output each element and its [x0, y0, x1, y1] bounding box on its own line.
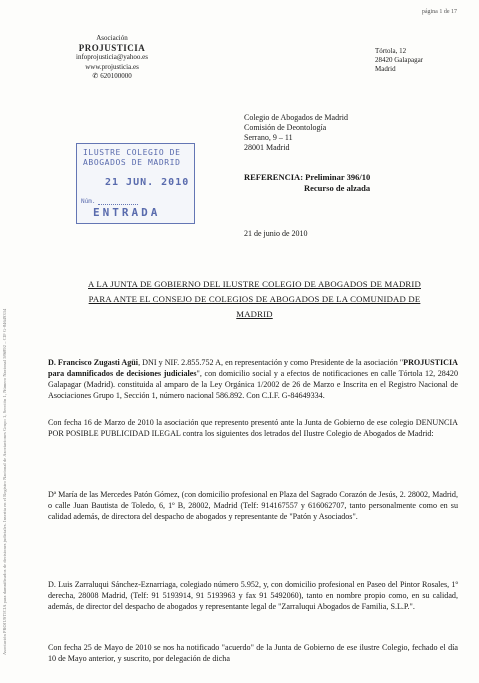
recipient-line: Comisión de Deontología: [244, 123, 327, 132]
reference-value: Preliminar 396/10: [305, 172, 371, 182]
p1-text2: ", con domicilio social y a efectos de notificaciones en calle Tórtola 12, 28420 Galapagar (Madrid). constituida al amparo de la Ley Orgánica 1/2002 de 26 de Marzo e Inscrita en el Registro Nacional de Asociaciones Grupo 1, Sección 1, número nacional 586.892. Con C.I.F. G-84649334.: [48, 368, 458, 400]
p3-text: , (con domicilio profesional en Plaza del Sagrado Corazón de Jesús, 2. 28002, Madrid, o calle Juan Bautista de Toledo, 6, 1º B, 28002, Madrid (Telf: 914167557 y 616062707, tanto personalmente como en su calidad además, de directora del despacho de abogados y representante de "Patón y Asociados".: [48, 490, 458, 521]
paragraph-1: [48, 358, 458, 402]
phone-icon: ✆: [92, 72, 99, 80]
paragraph-4: [48, 580, 458, 613]
reference-value2: Recurso de alzada: [304, 183, 371, 193]
heading-line2: PARA ANTE EL CONSEJO DE COLEGIOS DE ABOGADOS DE LA COMUNIDAD DE: [88, 294, 421, 304]
stamp-entrada: ENTRADA: [93, 206, 161, 219]
recipient-address: [244, 113, 348, 153]
page-number: página 1 de 17: [421, 9, 457, 15]
p3-name: Dª María de las Mercedes Patón Gómez: [48, 490, 178, 499]
paragraph-3: [48, 490, 458, 523]
sender-line1: Asociación: [96, 34, 128, 42]
sender-email: infoprojusticia@yahoo.es: [76, 53, 148, 61]
sender-phone: 620100000: [100, 72, 132, 80]
letter-heading: [52, 277, 457, 322]
p4-name: D. Luis Zarraluqui Sánchez-Eznarriaga: [48, 580, 176, 589]
recipient-line: Serrano, 9 – 11: [244, 133, 293, 142]
p4-text: , colegiado número 5.952, y, con domicilio profesional en Paseo del Pintor Rosales, 1º derecha, 28008 Madrid, (Telf: 91 5193914, 91 5193963 y fax 91 5492060), tanto en nombre propio como, en su calidad, además, de director del despacho de abogados y representante legal de "Zarraluqui Abogados de Familia, S.L.P.".: [48, 580, 458, 611]
entry-stamp: [76, 143, 195, 224]
sender-block: [62, 34, 162, 82]
stamp-line1: ILUSTRE COLEGIO DE: [83, 148, 181, 157]
reference-block: [244, 172, 370, 194]
paragraph-5: Con fecha 25 de Mayo de 2010 se nos ha notificado "acuerdo" de la Junta de Gobierno de ese ilustre Colegio, fechado el día 10 de Mayo anterior, y suscrito, por delegación de dicha: [48, 643, 458, 663]
recipient-line: 28001 Madrid: [244, 143, 290, 152]
p1-name: D. Francisco Zugasti Agüi: [48, 358, 139, 367]
sender-address: [375, 47, 423, 74]
paragraph-2: Con fecha 16 de Marzo de 2010 la asociación que represento presentó ante la Junta de Gobierno de ese colegio DENUNCIA POR POSIBLE PUBLICIDAD ILEGAL contra los siguientes dos letrados del Ilustre Colegio de Abogados de Madrid:: [48, 418, 458, 438]
sender-web: www.projusticia.es: [85, 62, 139, 71]
sender-brand: PROJUSTICIA: [78, 42, 146, 53]
stamp-date: 21 JUN. 2010: [105, 177, 190, 188]
reference-label: REFERENCIA:: [244, 172, 304, 182]
stamp-line2: ABOGADOS DE MADRID: [83, 158, 181, 167]
sender-address-line: Tórtola, 12: [375, 47, 407, 55]
sender-address-line: Madrid: [375, 65, 396, 73]
margin-registration-note: Asociación PROJUSTICIA para damnificados de decisiones judiciales. Inscrita en el Registro Nacional de Asociaciones Grupo 1, Sección 1, Número Nacional 586892 – CIF G-84649334: [2, 308, 7, 655]
sender-phone-row: [62, 72, 162, 82]
stamp-num-label: Núm.: [81, 198, 96, 205]
p1-org: PROJUSTICIA para damnificados de decisiones judiciales: [48, 358, 458, 378]
p1-text1: , DNI y NIF. 2.855.752 A, en representación y como Presidente de la asociación ": [138, 358, 404, 367]
stamp-num-line: [98, 204, 138, 205]
heading-line3: MADRID: [236, 309, 273, 319]
letter-date: 21 de junio de 2010: [244, 229, 308, 238]
heading-line1: A LA JUNTA DE GOBIERNO DEL ILUSTRE COLEGIO DE ABOGADOS DE MADRID: [88, 279, 421, 289]
recipient-line: Colegio de Abogados de Madrid: [244, 113, 348, 122]
sender-address-line: 28420 Galapagar: [375, 56, 424, 64]
